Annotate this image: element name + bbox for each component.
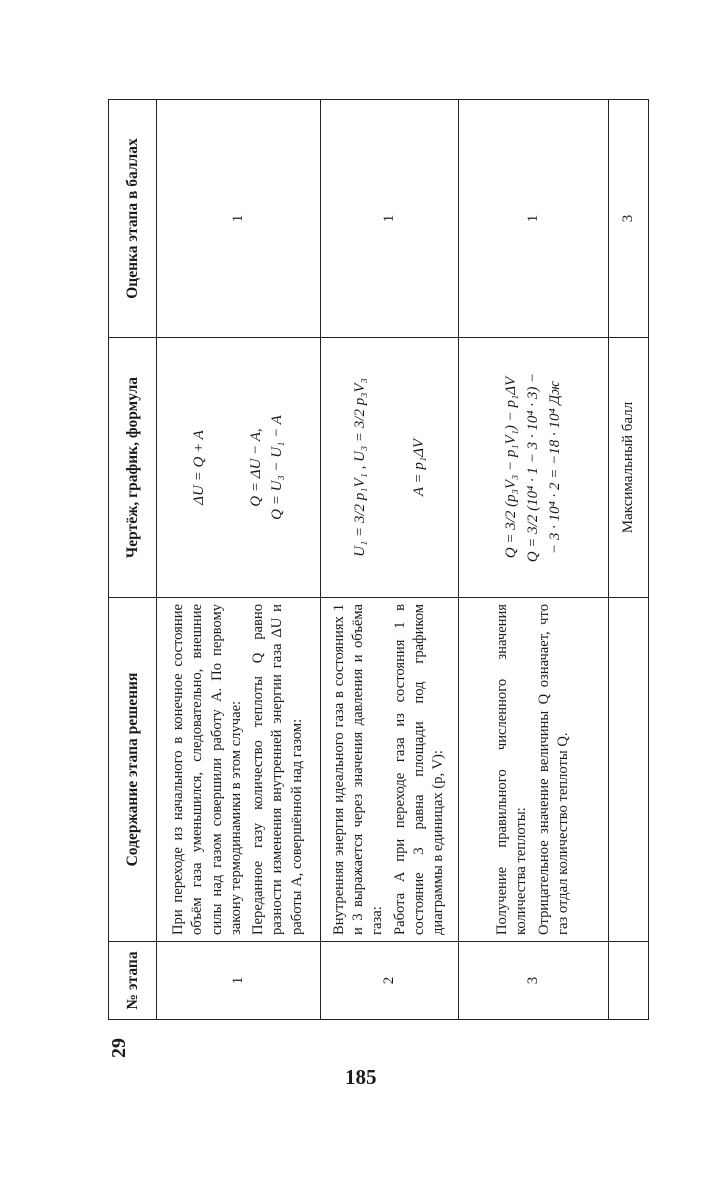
formula-line: A = p₁ΔV [410,438,427,497]
task-number: 29 [108,1038,130,1058]
content-paragraph: Переданное газу количество теплоты Q равно разности изменения внутренней энергии газа ΔU и работы A, совершённой над газом: [250,604,305,935]
header-score: Оценка этапа в баллах [109,100,157,338]
empty-cell [609,942,649,1020]
formula-line: U₁ = 3/2 p₁V₁ , U₃ = 3/2 p₃V₃ [351,378,368,557]
stage-content [321,598,459,942]
table-row [157,100,321,1020]
max-score-value: 3 [609,100,649,338]
content-paragraph: Получение правильного численного значения количества теплоты: [494,604,530,935]
stage-formula [459,338,609,598]
content-paragraph: Работа A при переходе газа из состояния 1 в состояние 3 равна площади под графиком диаграммы в единицах (p, V): [391,604,446,935]
page-number: 185 [345,1065,377,1089]
max-score-label: Максимальный балл [609,338,649,598]
header-formula: Чертёж, график, формула [109,338,157,598]
stage-number: 1 [157,942,321,1020]
stage-number: 2 [321,942,459,1020]
formula-line: ΔU = Q + A [190,430,207,505]
stage-number: 3 [459,942,609,1020]
table-row [459,100,609,1020]
content-paragraph: При переходе из начального в конечное состояние объём газа уменьшился, следовательно, внешние силы над газом совершили работу A. По первому закону термодинамики в этом случае: [170,604,244,935]
header-row [109,100,157,1020]
stage-score: 1 [321,100,459,338]
formula-line: − 3 · 10⁴ · 2 = −18 · 10⁴ Дж [546,380,563,555]
stage-formula [157,338,321,598]
stage-content [157,598,321,942]
empty-cell [609,598,649,942]
content-paragraph: Отрицательное значение величины Q означает, что газ отдал количество теплоты Q. [535,604,571,935]
header-content: Содержание этапа решения [109,598,157,942]
stage-score: 1 [459,100,609,338]
content-paragraph: Внутренняя энергия идеального газа в состояниях 1 и 3 выражается через значения давления и объёма газа: [330,604,386,935]
header-stage: № этапа [109,942,157,1020]
rotated-solution-table [108,100,648,1058]
stage-content [459,598,609,942]
solution-table [108,99,649,1020]
stage-score: 1 [157,100,321,338]
formula-line: Q = 3/2 (p₃V₃ − p₁V₁) − p₁ΔV [503,376,520,559]
table-row [321,100,459,1020]
stage-formula [321,338,459,598]
formula-line: Q = 3/2 (10⁴ · 1 − 3 · 10⁴ · 3) − [525,372,542,563]
formula-line: Q = U₃ − U₁ − A [269,415,286,520]
formula-line: Q = ΔU − A, [247,428,264,507]
total-row [609,100,649,1020]
